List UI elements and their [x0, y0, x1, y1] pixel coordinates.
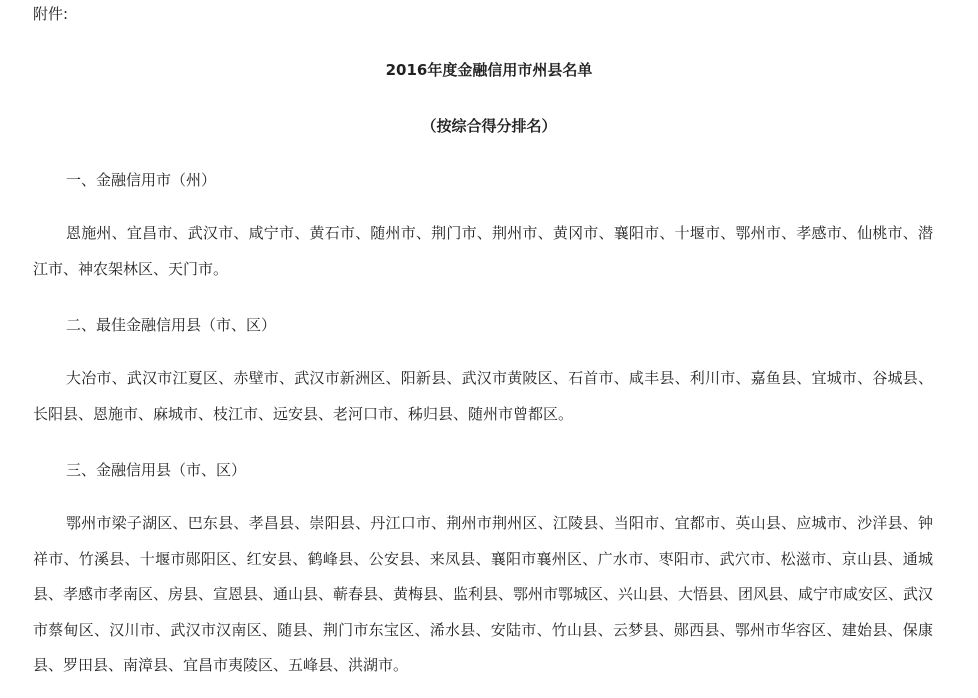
attachment-label: 附件: [33, 5, 69, 23]
document-subtitle: （按综合得分排名） [421, 117, 557, 135]
section-heading-best-credit-counties: 二、最佳金融信用县（市、区） [66, 316, 277, 334]
section-content-best-credit-counties: 大冶市、武汉市江夏区、赤壁市、武汉市新洲区、阳新县、武汉市黄陂区、石首市、咸丰县、利川市、嘉鱼县、宜城市、谷城县、长阳县、恩施市、麻城市、枝江市、远安县、老河口市、秭归县、随州市曾都区。 [33, 369, 933, 423]
section-heading-credit-counties: 三、金融信用县（市、区） [66, 461, 247, 479]
section-content-credit-cities: 恩施州、宜昌市、武汉市、咸宁市、黄石市、随州市、荆门市、荆州市、黄冈市、襄阳市、十堰市、鄂州市、孝感市、仙桃市、潜江市、神农架林区、天门市。 [33, 224, 933, 278]
section-heading-credit-cities: 一、金融信用市（州） [66, 171, 217, 189]
section-content-credit-counties: 鄂州市梁子湖区、巴东县、孝昌县、崇阳县、丹江口市、荆州市荆州区、江陵县、当阳市、宜都市、英山县、应城市、沙洋县、钟祥市、竹溪县、十堰市郧阳区、红安县、鹤峰县、公安县、来凤县、襄阳市襄州区、广水市、枣阳市、武穴市、松滋市、京山县、通城县、孝感市孝南区、房县、宣恩县、通山县、蕲春县、黄梅县、监利县、鄂州市鄂城区、兴山县、大悟县、团风县、咸宁市咸安区、武汉市蔡甸区、汉川市、武汉市汉南区、随县、荆门市东宝区、浠水县、安陆市、竹山县、云梦县、郧西县、鄂州市华容区、建始县、保康县、罗田县、南漳县、宜昌市夷陵区、五峰县、洪湖市。 [33, 514, 934, 674]
document-title: 2016年度金融信用市州县名单 [385, 61, 593, 79]
